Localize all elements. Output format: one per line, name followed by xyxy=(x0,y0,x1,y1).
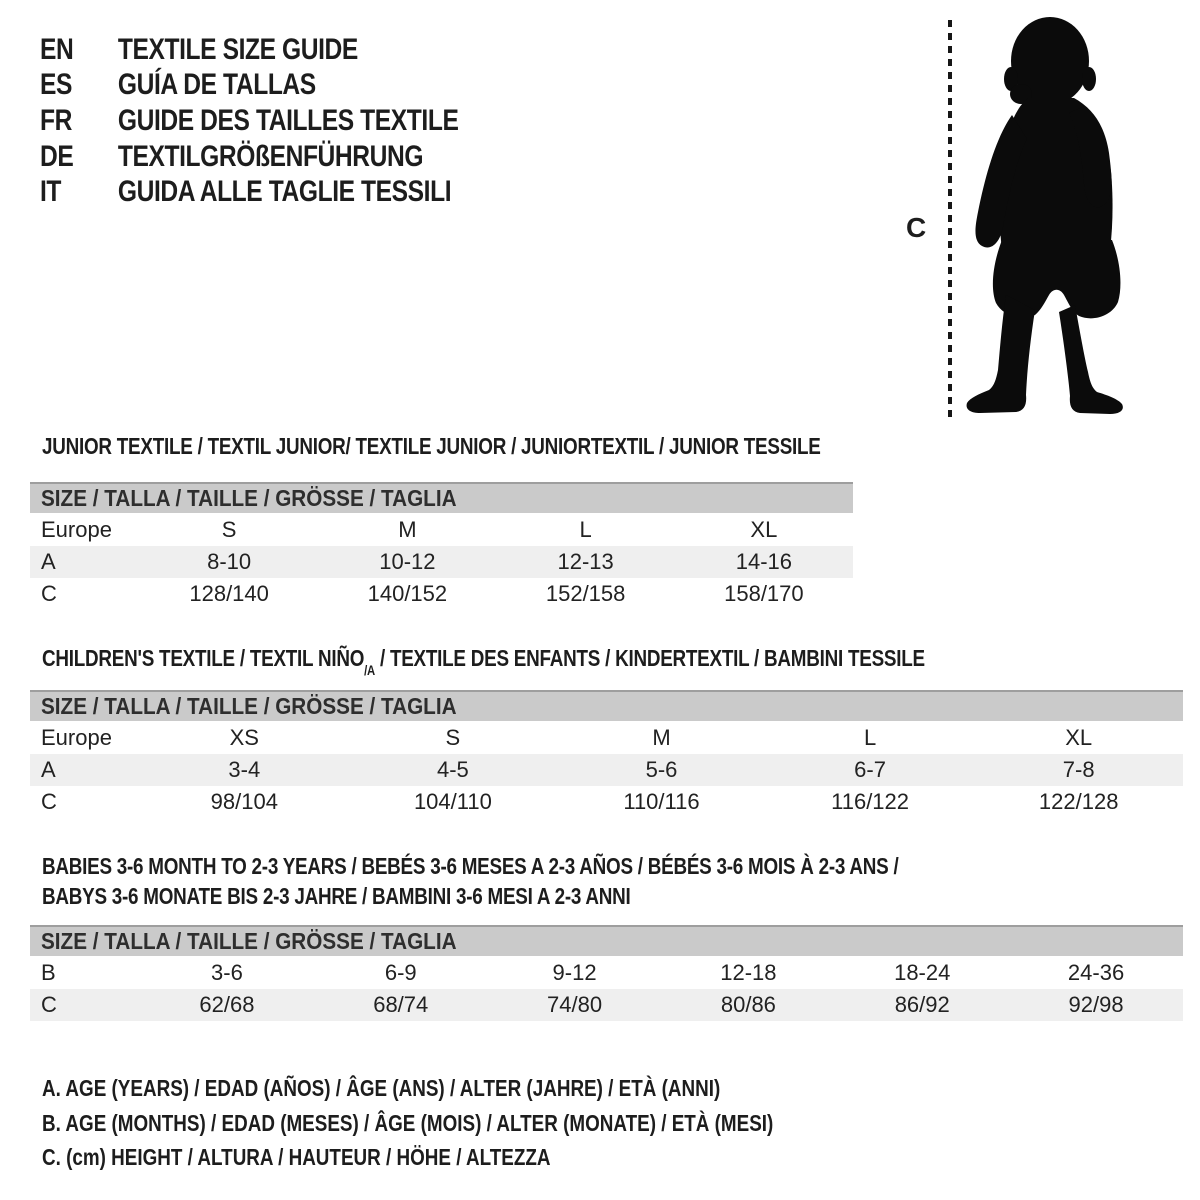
language-row-it xyxy=(40,174,550,210)
babies-section-title-line1: BABIES 3-6 MONTH TO 2-3 YEARS / BEBÉS 3-6 MESES A 2-3 AÑOS / BÉBÉS 3-6 MOIS À 2-3 ANS / xyxy=(42,853,899,879)
language-code: IT xyxy=(40,175,62,209)
column-header: Europe xyxy=(41,516,112,542)
height-measure-label: C xyxy=(906,212,927,243)
cell: 7-8 xyxy=(1062,757,1095,782)
footnote-age-months: B. AGE (MONTHS) / EDAD (MESES) / ÂGE (MOIS) / ALTER (MONATE) / ETÀ (MESI) xyxy=(42,1110,774,1136)
cell: 5-6 xyxy=(645,757,678,782)
cell: 3-4 xyxy=(228,757,261,782)
cell: 14-16 xyxy=(735,549,793,574)
children-size-table xyxy=(30,690,1183,818)
language-row-de xyxy=(40,139,550,175)
cell: 140/152 xyxy=(367,581,448,606)
table-row xyxy=(30,578,853,610)
cell: 152/158 xyxy=(545,581,626,606)
cell: 92/98 xyxy=(1068,992,1124,1017)
language-code: ES xyxy=(40,68,73,102)
column-header: S xyxy=(221,516,237,542)
babies-section-title-line2: BABYS 3-6 MONATE BIS 2-3 JAHRE / BAMBINI 3-6 MESI A 2-3 ANNI xyxy=(42,883,631,909)
column-header: L xyxy=(863,724,877,750)
table-row xyxy=(30,989,1183,1021)
cell: 74/80 xyxy=(547,992,603,1017)
footnote-height-cm: C. (cm) HEIGHT / ALTURA / HAUTEUR / HÖHE / ALTEZZA xyxy=(42,1144,551,1170)
cell: 68/74 xyxy=(373,992,429,1017)
cell: 12-18 xyxy=(720,959,777,985)
cell: 24-36 xyxy=(1067,959,1125,985)
language-row-en xyxy=(40,32,550,68)
cell: 9-12 xyxy=(552,959,597,985)
language-code: EN xyxy=(40,32,74,66)
column-header: S xyxy=(445,724,461,750)
junior-section-title: JUNIOR TEXTILE / TEXTIL JUNIOR/ TEXTILE JUNIOR / JUNIORTEXTIL / JUNIOR TESSILE xyxy=(42,433,821,459)
cell: 80/86 xyxy=(720,992,776,1017)
cell: 18-24 xyxy=(894,959,951,985)
column-header: Europe xyxy=(41,724,112,750)
junior-columns-row xyxy=(30,513,853,546)
cell: 98/104 xyxy=(210,789,278,814)
language-code: FR xyxy=(40,103,72,137)
guide-title-de: TEXTILGRÖßENFÜHRUNG xyxy=(117,139,424,173)
cell: 62/68 xyxy=(199,992,255,1017)
language-row-es xyxy=(40,68,550,104)
children-section-title: CHILDREN'S TEXTILE / TEXTIL $NIÑO_{/A}$ / TEXTILE DES ENFANTS / KINDERTEXTIL / BAMBINI TESSILE xyxy=(42,645,925,678)
column-header: L xyxy=(579,516,592,542)
nino-a-subscript: /A xyxy=(364,662,375,678)
footnote-age-years: A. AGE (YEARS) / EDAD (AÑOS) / ÂGE (ANS) / ALTER (JAHRE) / ETÀ (ANNI) xyxy=(42,1075,721,1101)
language-row-fr xyxy=(40,103,550,139)
cell: 122/128 xyxy=(1038,789,1119,814)
guide-title-es: GUÍA DE TALLAS xyxy=(117,68,316,102)
guide-title-fr: GUIDE DES TAILLES TEXTILE xyxy=(117,103,459,137)
table-row xyxy=(30,546,853,578)
cell: 104/110 xyxy=(413,789,492,814)
cell: 86/92 xyxy=(894,992,950,1017)
column-header: XL xyxy=(750,516,778,542)
guide-title-en: TEXTILE SIZE GUIDE xyxy=(117,32,358,66)
cell: 6-9 xyxy=(384,959,417,985)
row-label: C xyxy=(41,789,57,814)
language-code: DE xyxy=(40,139,74,173)
column-header: XS xyxy=(229,724,259,750)
cell: 110/116 xyxy=(623,789,700,814)
children-columns-row xyxy=(30,721,1183,754)
cell: 4-5 xyxy=(436,757,469,782)
cell: 6-7 xyxy=(854,757,886,782)
guide-title-it: GUIDA ALLE TAGLIE TESSILI xyxy=(117,175,452,209)
row-label: C xyxy=(41,581,57,606)
column-header: M xyxy=(398,516,417,542)
row-label: B xyxy=(41,959,56,985)
toddler-silhouette xyxy=(958,12,1153,417)
height-measure-line xyxy=(948,20,952,417)
row-label: C xyxy=(41,992,57,1017)
cell: 8-10 xyxy=(207,549,252,574)
children-size-header-bar: SIZE / TALLA / TAILLE / GRÖSSE / TAGLIA xyxy=(30,690,1183,721)
babies-size-header-bar: SIZE / TALLA / TAILLE / GRÖSSE / TAGLIA xyxy=(30,925,1183,956)
junior-size-header-bar: SIZE / TALLA / TAILLE / GRÖSSE / TAGLIA xyxy=(30,482,853,513)
column-header: M xyxy=(652,724,671,750)
language-title-list xyxy=(40,32,550,210)
table-row xyxy=(30,956,1183,989)
row-label: A xyxy=(41,549,56,574)
table-row xyxy=(30,754,1183,786)
cell: 116/122 xyxy=(831,789,910,814)
junior-size-table xyxy=(30,482,853,610)
cell: 12-13 xyxy=(557,549,614,574)
cell: 128/140 xyxy=(189,581,269,606)
column-header: XL xyxy=(1065,724,1093,750)
table-row xyxy=(30,786,1183,818)
cell: 158/170 xyxy=(724,581,804,606)
cell: 10-12 xyxy=(379,549,436,574)
babies-size-table xyxy=(30,925,1183,1021)
row-label: A xyxy=(41,757,56,782)
cell: 3-6 xyxy=(211,959,243,985)
